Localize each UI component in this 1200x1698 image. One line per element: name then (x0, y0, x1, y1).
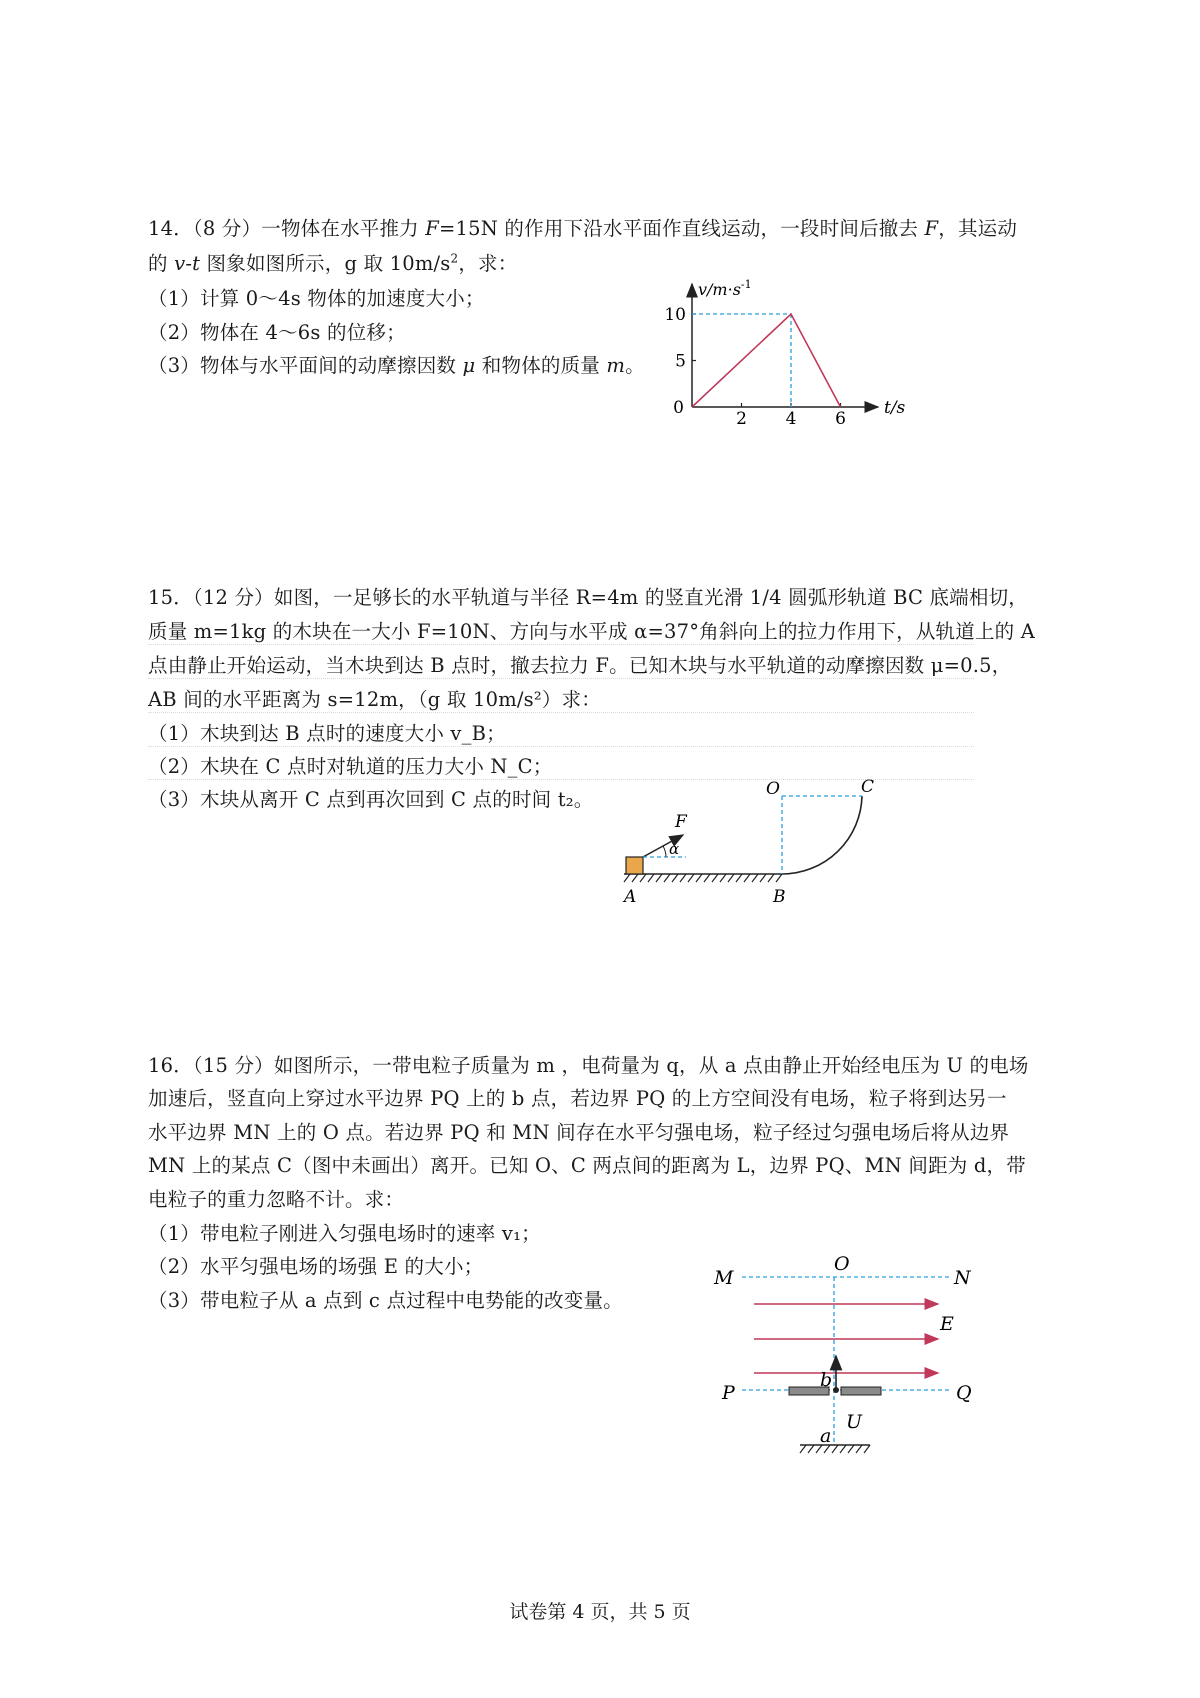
vt-x-label: t/s (884, 398, 906, 418)
q15-sub2: （2）木块在 C 点时对轨道的压力大小 N_C； (148, 751, 974, 780)
q15-ground-hatch (624, 874, 782, 882)
q15-label-alpha: α (669, 840, 680, 858)
q15-label-B: B (773, 887, 786, 907)
q16-figure (700, 1250, 990, 1460)
q16-line1: 16．（15 分）如图所示，一带电粒子质量为 m ，电荷量为 q，从 a 点由静止开始经电压为 U 的电场 (148, 1054, 1029, 1077)
vt-y-tick-label: 5 (675, 351, 686, 372)
q15-label-C: C (861, 777, 875, 797)
q14-sub3 (148, 350, 645, 378)
q15-figure (610, 770, 900, 910)
vt-y-label: $v/m\cdot s^{-1}$ (698, 278, 752, 299)
q14-symbol-mu: μ (462, 354, 476, 377)
q15-line2: 质量 m=1kg 的木块在一大小 F=10N、方向与水平成 α=37°角斜向上的拉力作用下，从轨道上的 A (148, 616, 974, 645)
q15-line4: AB 间的水平距离为 s=12m，（g 取 10m/s²）求： (148, 684, 974, 713)
q15-sub3: （3）木块从离开 C 点到再次回到 C 点的时间 t₂。 (148, 788, 594, 811)
vt-graph (660, 275, 920, 435)
q15-label-F: F (675, 812, 687, 832)
q14-sub2: （2）物体在 4～6s 的位移； (148, 321, 406, 344)
q14-symbol-F: F (924, 217, 939, 240)
q14-text: 。 (625, 354, 645, 377)
q16-line2: 加速后，竖直向上穿过水平边界 PQ 上的 b 点，若边界 PQ 的上方空间没有电场，粒子将到达另一 (148, 1087, 1007, 1110)
q14-line1 (148, 213, 1017, 241)
q16-sub1: （1）带电粒子刚进入匀强电场时的速率 v₁； (148, 1222, 541, 1245)
q14-text: 和物体的质量 (475, 354, 607, 377)
q16-line3: 水平边界 MN 上的 O 点。若边界 PQ 和 MN 间存在水平匀强电场，粒子经过匀强电场后将从边界 (148, 1121, 1010, 1144)
q16-sub3: （3）带电粒子从 a 点到 c 点过程中电势能的改变量。 (148, 1289, 623, 1312)
q15-label-A: A (624, 887, 637, 907)
q14-text: （3）物体与水平面间的动摩擦因数 (148, 354, 463, 377)
vt-x-tick-label: 4 (785, 409, 797, 429)
q16-sub2: （2）水平匀强电场的场强 E 的大小； (148, 1255, 484, 1278)
q16-label-U: U (846, 1411, 863, 1433)
q15-angle-arc (663, 846, 666, 857)
q16-label-a: a (820, 1425, 832, 1447)
q15-line1: 15．（12 分）如图，一足够长的水平轨道与半径 R=4m 的竖直光滑 1/4 圆弧形轨道 BC 底端相切， (148, 586, 1028, 609)
q14-text: =15N 的作用下沿水平面作直线运动，一段时间后撤去 (439, 217, 925, 240)
q15-sub1: （1）木块到达 B 点时的速度大小 v_B； (148, 718, 974, 747)
vt-origin-label: 0 (673, 398, 684, 418)
q15-label-O: O (766, 779, 780, 799)
q16-ground-hatch (800, 1445, 870, 1453)
q14-line2 (148, 248, 517, 276)
q14-text: ，求： (458, 252, 518, 275)
q16-label-b: b (820, 1369, 833, 1391)
q16-label-P: P (722, 1382, 735, 1404)
q16-label-E: E (940, 1313, 954, 1335)
q14-number: 14．（8 分） (148, 217, 262, 240)
q16-label-N: N (954, 1267, 971, 1289)
q15-arc-BC (782, 796, 862, 874)
q14-text: 的 (148, 252, 175, 275)
page-footer: 试卷第 4 页，共 5 页 (509, 1601, 691, 1623)
q16-label-O: O (834, 1253, 850, 1275)
q16-point-b (833, 1387, 839, 1393)
vt-series-line (692, 314, 841, 407)
q14-symbol-vt: v-t (174, 252, 201, 275)
q14-text: 一物体在水平推力 (261, 217, 426, 240)
q16-line5: 电粒子的重力忽略不计。求： (148, 1188, 405, 1211)
q16-line4: MN 上的某点 C（图中未画出）离开。已知 O、C 两点间的距离为 L，边界 PQ、MN 间距为 d，带 (148, 1154, 1026, 1177)
q14-symbol-m: m (606, 354, 626, 377)
q16-plate-right (841, 1387, 881, 1395)
q14-symbol-F: F (425, 217, 440, 240)
q14-text: ，其运动 (938, 217, 1018, 240)
q15-block (626, 857, 643, 874)
vt-y-tick-label: 10 (664, 305, 686, 325)
q15-line3: 点由静止开始运动，当木块到达 B 点时，撤去拉力 F。已知木块与水平轨道的动摩擦因数 μ=0.5， (148, 650, 974, 679)
q16-label-Q: Q (956, 1382, 972, 1404)
q14-sub1: （1）计算 0～4s 物体的加速度大小； (148, 287, 485, 310)
vt-x-tick-label: 6 (835, 409, 846, 429)
q14-text: 图象如图所示，g 取 10m/s (200, 252, 451, 275)
q14-exponent: 2 (450, 251, 459, 266)
q16-label-M: M (714, 1267, 734, 1289)
vt-x-tick-label: 2 (736, 409, 747, 429)
